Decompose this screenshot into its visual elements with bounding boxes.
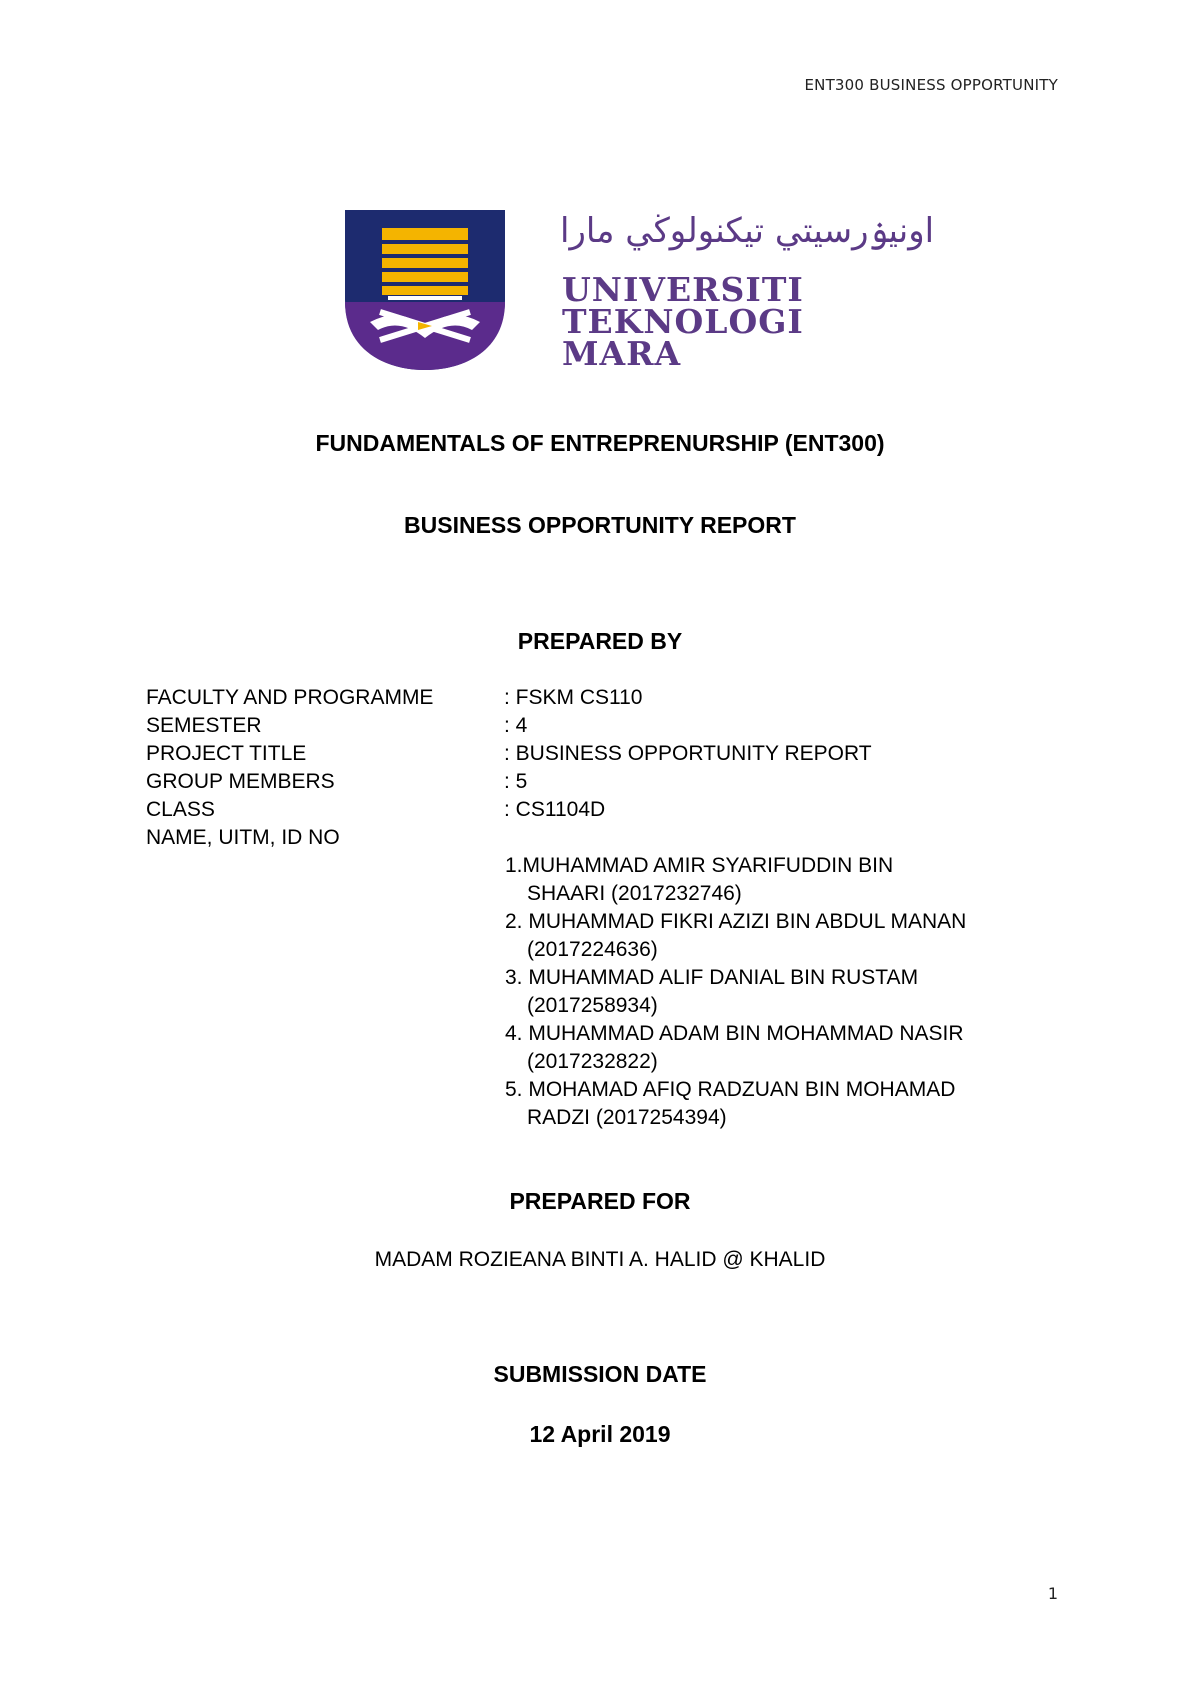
list-item xyxy=(505,1076,1085,1132)
report-title: BUSINESS OPPORTUNITY REPORT xyxy=(404,512,796,538)
info-row-group-members xyxy=(146,768,872,796)
lecturer-name: MADAM ROZIEANA BINTI A. HALID @ KHALID xyxy=(374,1248,826,1271)
member-name-line: 4. MUHAMMAD ADAM BIN MOHAMMAD NASIR xyxy=(505,1022,964,1045)
info-value: : BUSINESS OPPORTUNITY REPORT xyxy=(504,742,872,765)
list-item xyxy=(505,852,1085,908)
running-header: ENT300 BUSINESS OPPORTUNITY xyxy=(804,76,1058,94)
member-id-line: (2017232822) xyxy=(527,1050,658,1073)
list-item xyxy=(505,1020,1085,1076)
wordmark-line-2: TEKNOLOGI xyxy=(562,302,804,341)
member-id-line: SHAARI (2017232746) xyxy=(527,882,742,905)
list-item xyxy=(505,964,1085,1020)
member-name-line: 2. MUHAMMAD FIKRI AZIZI BIN ABDUL MANAN xyxy=(505,910,967,933)
member-id-line: (2017258934) xyxy=(527,994,658,1017)
info-label: FACULTY AND PROGRAMME xyxy=(146,686,434,709)
info-label: SEMESTER xyxy=(146,714,262,737)
member-list xyxy=(505,852,1085,1132)
member-name-line: 3. MUHAMMAD ALIF DANIAL BIN RUSTAM xyxy=(505,966,919,989)
prepared-by-heading: PREPARED BY xyxy=(517,628,683,654)
info-label: PROJECT TITLE xyxy=(146,742,307,765)
member-id-line: (2017224636) xyxy=(527,938,658,961)
member-name-line: 1.MUHAMMAD AMIR SYARIFUDDIN BIN xyxy=(505,854,894,877)
prepared-for-heading: PREPARED FOR xyxy=(509,1188,691,1214)
info-row-name-id xyxy=(146,824,872,852)
list-item xyxy=(505,908,1085,964)
info-value: : FSKM CS110 xyxy=(504,686,643,709)
course-title: FUNDAMENTALS OF ENTREPRENURSHIP (ENT300) xyxy=(315,430,885,456)
member-id-line: RADZI (2017254394) xyxy=(527,1106,727,1129)
info-row-semester xyxy=(146,712,872,740)
info-label: NAME, UITM, ID NO xyxy=(146,826,340,849)
member-name-line: 5. MOHAMAD AFIQ RADZUAN BIN MOHAMAD xyxy=(505,1078,956,1101)
uitm-crest-icon xyxy=(340,210,510,370)
submission-date: 12 April 2019 xyxy=(529,1421,671,1447)
info-value: : CS1104D xyxy=(504,798,606,821)
page-number: 1 xyxy=(1047,1584,1058,1603)
info-row-faculty xyxy=(146,684,872,712)
info-label: CLASS xyxy=(146,798,215,821)
uitm-logo xyxy=(340,210,935,373)
wordmark-line-3: MARA xyxy=(562,334,682,373)
jawi-university-name: اونيۏرسيتي تيكنولوڬي مارا xyxy=(560,211,935,251)
wordmark-line-1: UNIVERSITI xyxy=(562,270,804,309)
submission-heading: SUBMISSION DATE xyxy=(493,1361,707,1387)
info-label: GROUP MEMBERS xyxy=(146,770,335,793)
info-row-project-title xyxy=(146,740,872,768)
university-wordmark xyxy=(562,270,804,373)
info-value: : 4 xyxy=(504,714,528,737)
report-info-table xyxy=(146,684,872,852)
info-value: : 5 xyxy=(504,770,528,793)
info-row-class xyxy=(146,796,872,824)
